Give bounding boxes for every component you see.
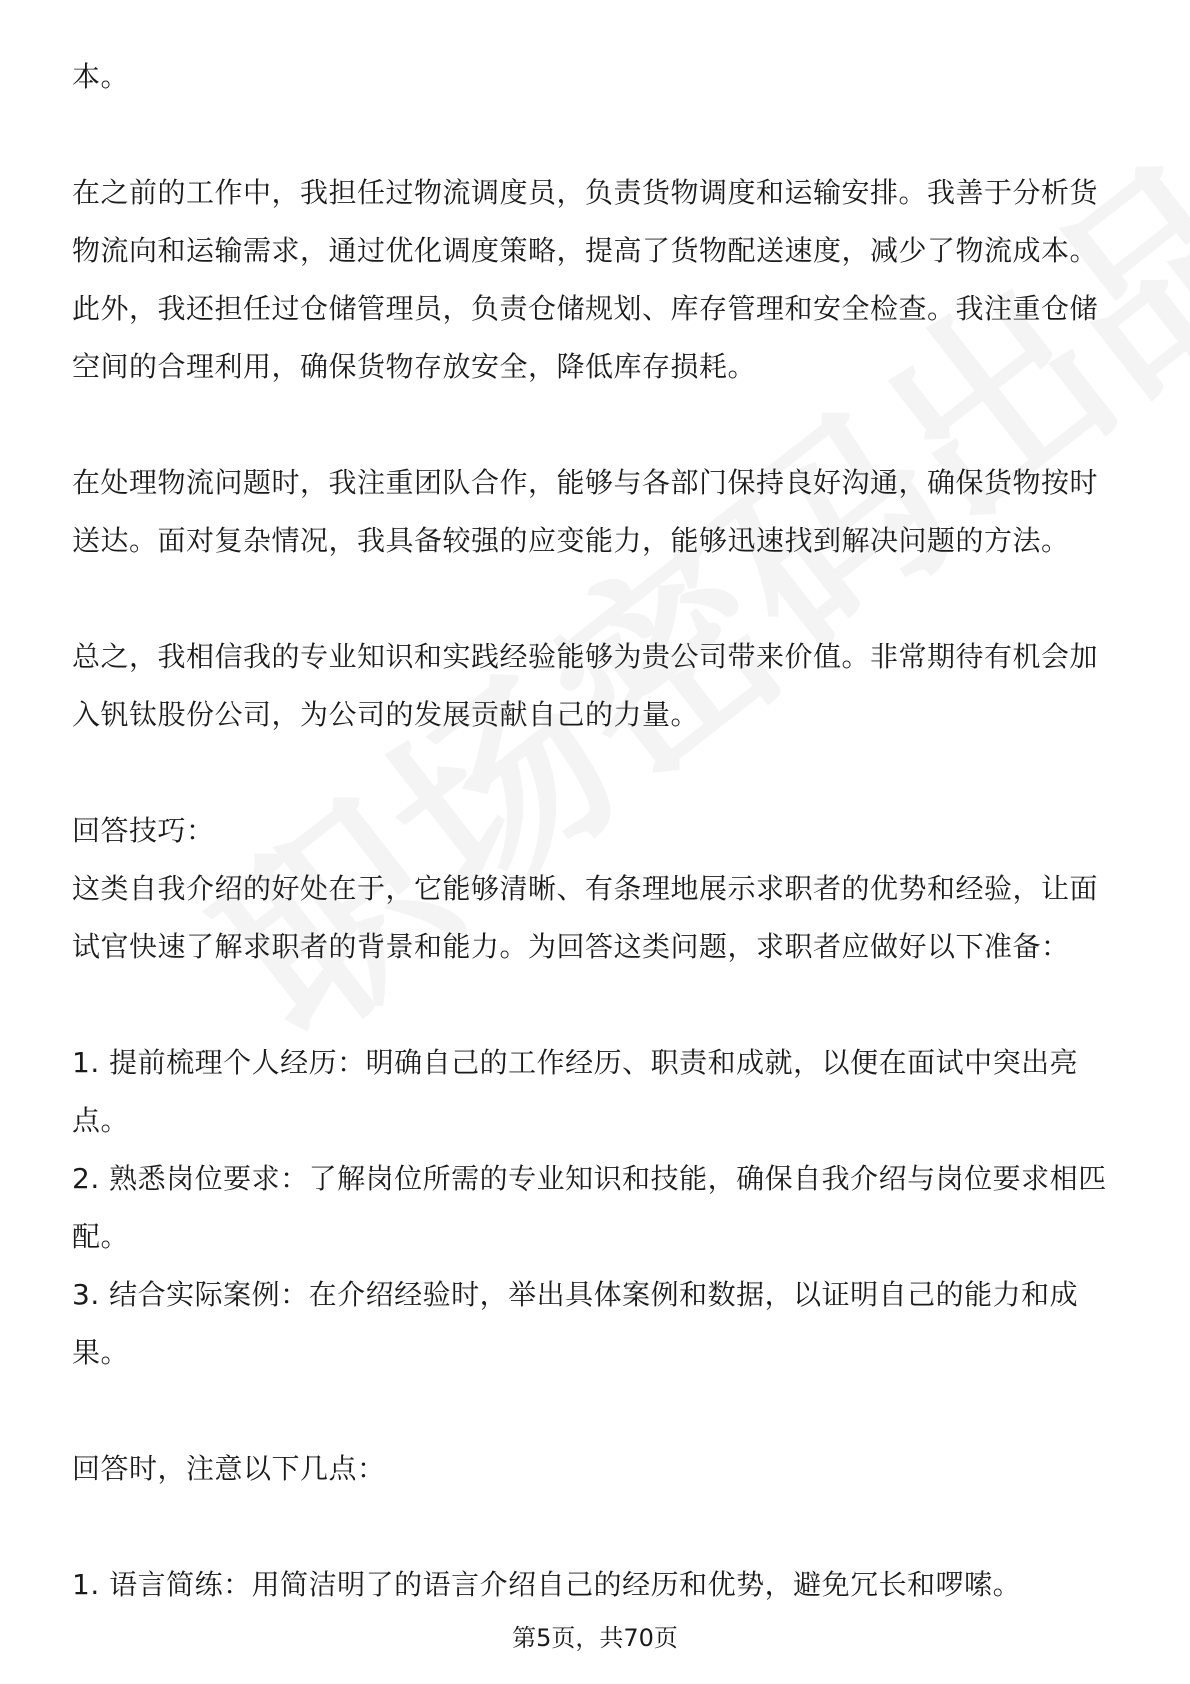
prep-item-1: 1. 提前梳理个人经历：明确自己的工作经历、职责和成就，以便在面试中突出亮点。 (72, 1046, 1079, 1137)
paragraph-teamwork: 在处理物流问题时，我注重团队合作，能够与各部门保持良好沟通，确保货物按时送达。面对复杂情况，我具备较强的应变能力，能够迅速找到解决问题的方法。 (72, 466, 1099, 557)
tips-body: 这类自我介绍的好处在于，它能够清晰、有条理地展示求职者的优势和经验，让面试官快速了解求职者的背景和能力。为回答这类问题，求职者应做好以下准备： (72, 872, 1099, 963)
paragraph-conclusion: 总之，我相信我的专业知识和实践经验能够为贵公司带来价值。非常期待有机会加入钒钛股份公司，为公司的发展贡献自己的力量。 (72, 640, 1099, 731)
prep-item-2: 2. 熟悉岗位要求：了解岗位所需的专业知识和技能，确保自我介绍与岗位要求相匹配。 (72, 1162, 1107, 1253)
note-item-1: 1. 语言简练：用简洁明了的语言介绍自己的经历和优势，避免冗长和啰嗦。 (72, 1568, 1022, 1601)
paragraph-work-experience: 在之前的工作中，我担任过物流调度员，负责货物调度和运输安排。我善于分析货物流向和运输需求，通过优化调度策略，提高了货物配送速度，减少了物流成本。此外，我还担任过仓储管理员，负责仓储规划、库存管理和安全检查。我注重仓储空间的合理利用，确保货物存放安全，降低库存损耗。 (72, 176, 1099, 383)
prep-item-3: 3. 结合实际案例：在介绍经验时，举出具体案例和数据，以证明自己的能力和成果。 (72, 1278, 1079, 1369)
notes-heading: 回答时，注意以下几点： (72, 1452, 386, 1485)
tips-heading: 回答技巧： (72, 814, 215, 847)
page-content (72, 48, 1122, 1614)
paragraph-continuation: 本。 (72, 60, 130, 93)
page-number: 第5页，共70页 (512, 1624, 678, 1652)
